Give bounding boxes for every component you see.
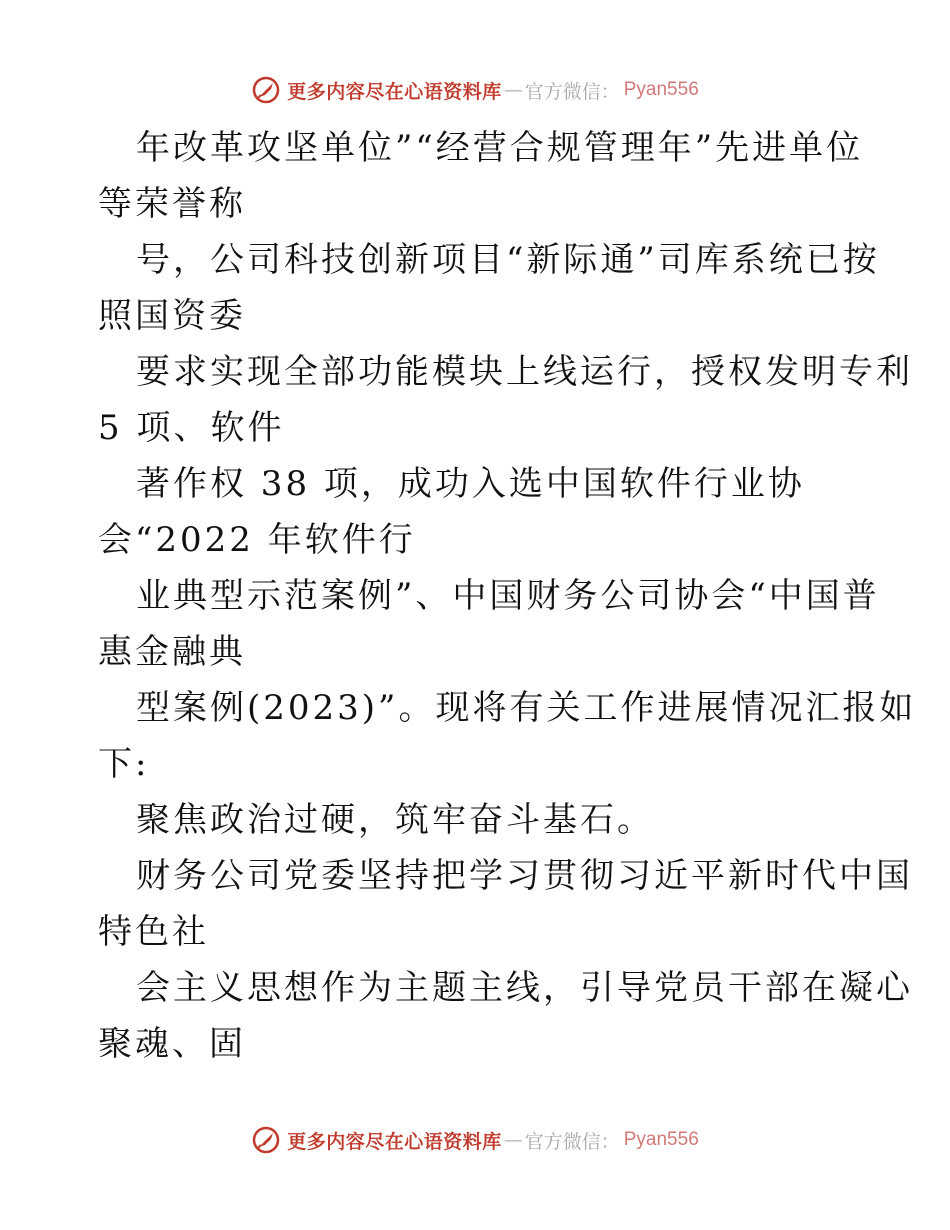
text-line: 型案例(2023)”。现将有关工作进展情况汇报如: [136, 688, 917, 728]
text-line: 下:: [98, 744, 150, 784]
watermark-dash: —: [503, 1129, 523, 1151]
watermark-dash: —: [503, 79, 523, 101]
quill-logo-icon: [251, 75, 281, 105]
footer-watermark: [0, 1120, 950, 1160]
text-line: 会主义思想作为主题主线，引导党员干部在凝心: [136, 968, 913, 1008]
watermark-label: 官方微信：: [524, 1130, 620, 1153]
watermark-text: 更多内容尽在心语资料库: [287, 1130, 502, 1153]
document-body: [98, 120, 917, 1072]
text-line: 5 项、软件: [98, 408, 285, 448]
watermark-id: Pyan556: [623, 79, 699, 100]
text-line: 照国资委: [98, 296, 246, 336]
text-line: 惠金融典: [98, 632, 246, 672]
text-line: 业典型示范案例”、中国财务公司协会“中国普: [136, 576, 880, 616]
text-line: 年改革攻坚单位”“经营合规管理年”先进单位: [136, 128, 864, 168]
text-line: 号，公司科技创新项目“新际通”司库系统已按: [136, 240, 880, 280]
text-line: 聚焦政治过硬，筑牢奋斗基石。: [136, 800, 654, 840]
text-line: 会“2022 年软件行: [98, 520, 416, 560]
watermark-label: 官方微信：: [524, 80, 620, 103]
text-line: 等荣誉称: [98, 184, 246, 224]
text-line: 特色社: [98, 912, 209, 952]
text-line: 著作权 38 项，成功入选中国软件行业协: [136, 464, 805, 504]
watermark-text: 更多内容尽在心语资料库: [287, 80, 502, 103]
text-line: 聚魂、固: [98, 1024, 246, 1064]
text-line: 要求实现全部功能模块上线运行，授权发明专利: [136, 352, 913, 392]
text-line: 财务公司党委坚持把学习贯彻习近平新时代中国: [136, 856, 913, 896]
quill-logo-icon: [251, 1125, 281, 1155]
header-watermark: [0, 70, 950, 110]
watermark-id: Pyan556: [623, 1129, 699, 1150]
